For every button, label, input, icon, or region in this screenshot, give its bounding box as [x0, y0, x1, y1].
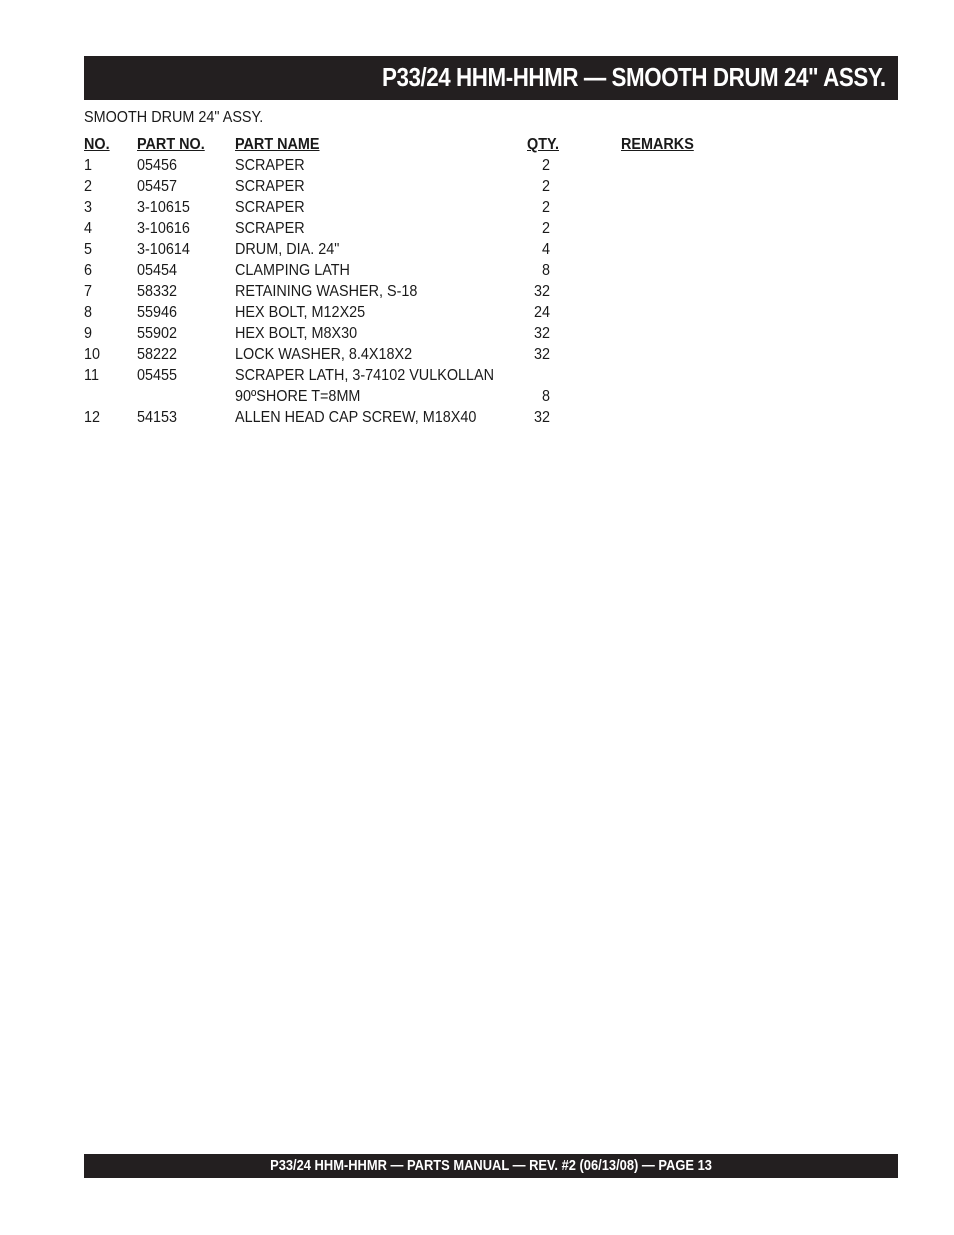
- cell-qty: 4: [541, 241, 550, 258]
- cell-qty: 32: [533, 283, 550, 300]
- cell-part-no: 58222: [137, 346, 178, 363]
- cell-part-no: 05456: [137, 157, 178, 174]
- table-row: [84, 199, 724, 220]
- cell-part-name: CLAMPING LATH: [235, 262, 350, 279]
- cell-part-no: 3-10614: [137, 241, 190, 258]
- cell-no: 12: [84, 409, 101, 426]
- cell-qty: 24: [533, 304, 550, 321]
- cell-part-no: 05457: [137, 178, 178, 195]
- cell-part-name: HEX BOLT, M12X25: [235, 304, 366, 321]
- cell-part-no: 54153: [137, 409, 178, 426]
- cell-part-name: HEX BOLT, M8X30: [235, 325, 358, 342]
- cell-qty: 32: [533, 409, 550, 426]
- footer-bar: [84, 1154, 898, 1178]
- cell-part-name: ALLEN HEAD CAP SCREW, M18X40: [235, 409, 477, 426]
- cell-part-name: SCRAPER LATH, 3-74102 VULKOLLAN: [235, 367, 495, 384]
- cell-part-name: DRUM, DIA. 24": [235, 241, 340, 258]
- cell-no: 9: [84, 325, 93, 342]
- table-row: [84, 262, 724, 283]
- cell-no: 4: [84, 220, 93, 237]
- cell-no: 5: [84, 241, 93, 258]
- cell-qty: 2: [541, 157, 550, 174]
- table-header: [84, 136, 724, 157]
- table-row: [84, 283, 724, 304]
- cell-part-name: 90ºSHORE T=8MM: [235, 388, 361, 405]
- section-subtitle: SMOOTH DRUM 24" ASSY.: [84, 109, 264, 126]
- cell-part-no: 58332: [137, 283, 178, 300]
- column-header-no: NO.: [84, 136, 110, 153]
- cell-no: 3: [84, 199, 93, 216]
- table-row: [84, 409, 724, 430]
- cell-part-name: SCRAPER: [235, 220, 305, 237]
- cell-part-no: 55946: [137, 304, 178, 321]
- table-row: [84, 157, 724, 178]
- cell-qty: 32: [533, 325, 550, 342]
- cell-part-no: 3-10616: [137, 220, 190, 237]
- table-row: [84, 178, 724, 199]
- cell-no: 11: [84, 367, 99, 384]
- table-row: [84, 241, 724, 262]
- table-row: [84, 304, 724, 325]
- cell-part-name: SCRAPER: [235, 199, 305, 216]
- table-row: [84, 346, 724, 367]
- cell-qty: 32: [533, 346, 550, 363]
- parts-table: [84, 136, 724, 430]
- table-row: [84, 367, 724, 388]
- cell-part-no: 05455: [137, 367, 178, 384]
- column-header-part-name: PART NAME: [235, 136, 320, 153]
- cell-qty: 8: [541, 262, 550, 279]
- cell-no: 8: [84, 304, 93, 321]
- cell-part-no: 05454: [137, 262, 178, 279]
- title-bar: [84, 56, 898, 100]
- cell-qty: 2: [541, 178, 550, 195]
- table-row: [84, 388, 724, 409]
- cell-no: 7: [84, 283, 93, 300]
- cell-part-no: 3-10615: [137, 199, 190, 216]
- column-header-qty: QTY.: [527, 136, 560, 153]
- cell-no: 2: [84, 178, 93, 195]
- table-row: [84, 220, 724, 241]
- cell-no: 6: [84, 262, 93, 279]
- column-header-remarks: REMARKS: [621, 136, 694, 153]
- cell-no: 1: [84, 157, 93, 174]
- cell-qty: 2: [541, 220, 550, 237]
- footer-text: P33/24 HHM-HHMR — PARTS MANUAL — REV. #2 (06/13/08) — PAGE 13: [270, 1157, 712, 1174]
- page-title: P33/24 HHM-HHMR — SMOOTH DRUM 24" ASSY.: [382, 62, 886, 92]
- cell-part-no: 55902: [137, 325, 178, 342]
- cell-qty: 2: [541, 199, 550, 216]
- cell-part-name: SCRAPER: [235, 157, 305, 174]
- cell-part-name: LOCK WASHER, 8.4X18X2: [235, 346, 413, 363]
- cell-no: 10: [84, 346, 101, 363]
- cell-part-name: RETAINING WASHER, S-18: [235, 283, 418, 300]
- cell-part-name: SCRAPER: [235, 178, 305, 195]
- table-row: [84, 325, 724, 346]
- cell-qty: 8: [541, 388, 550, 405]
- column-header-part-no: PART NO.: [137, 136, 205, 153]
